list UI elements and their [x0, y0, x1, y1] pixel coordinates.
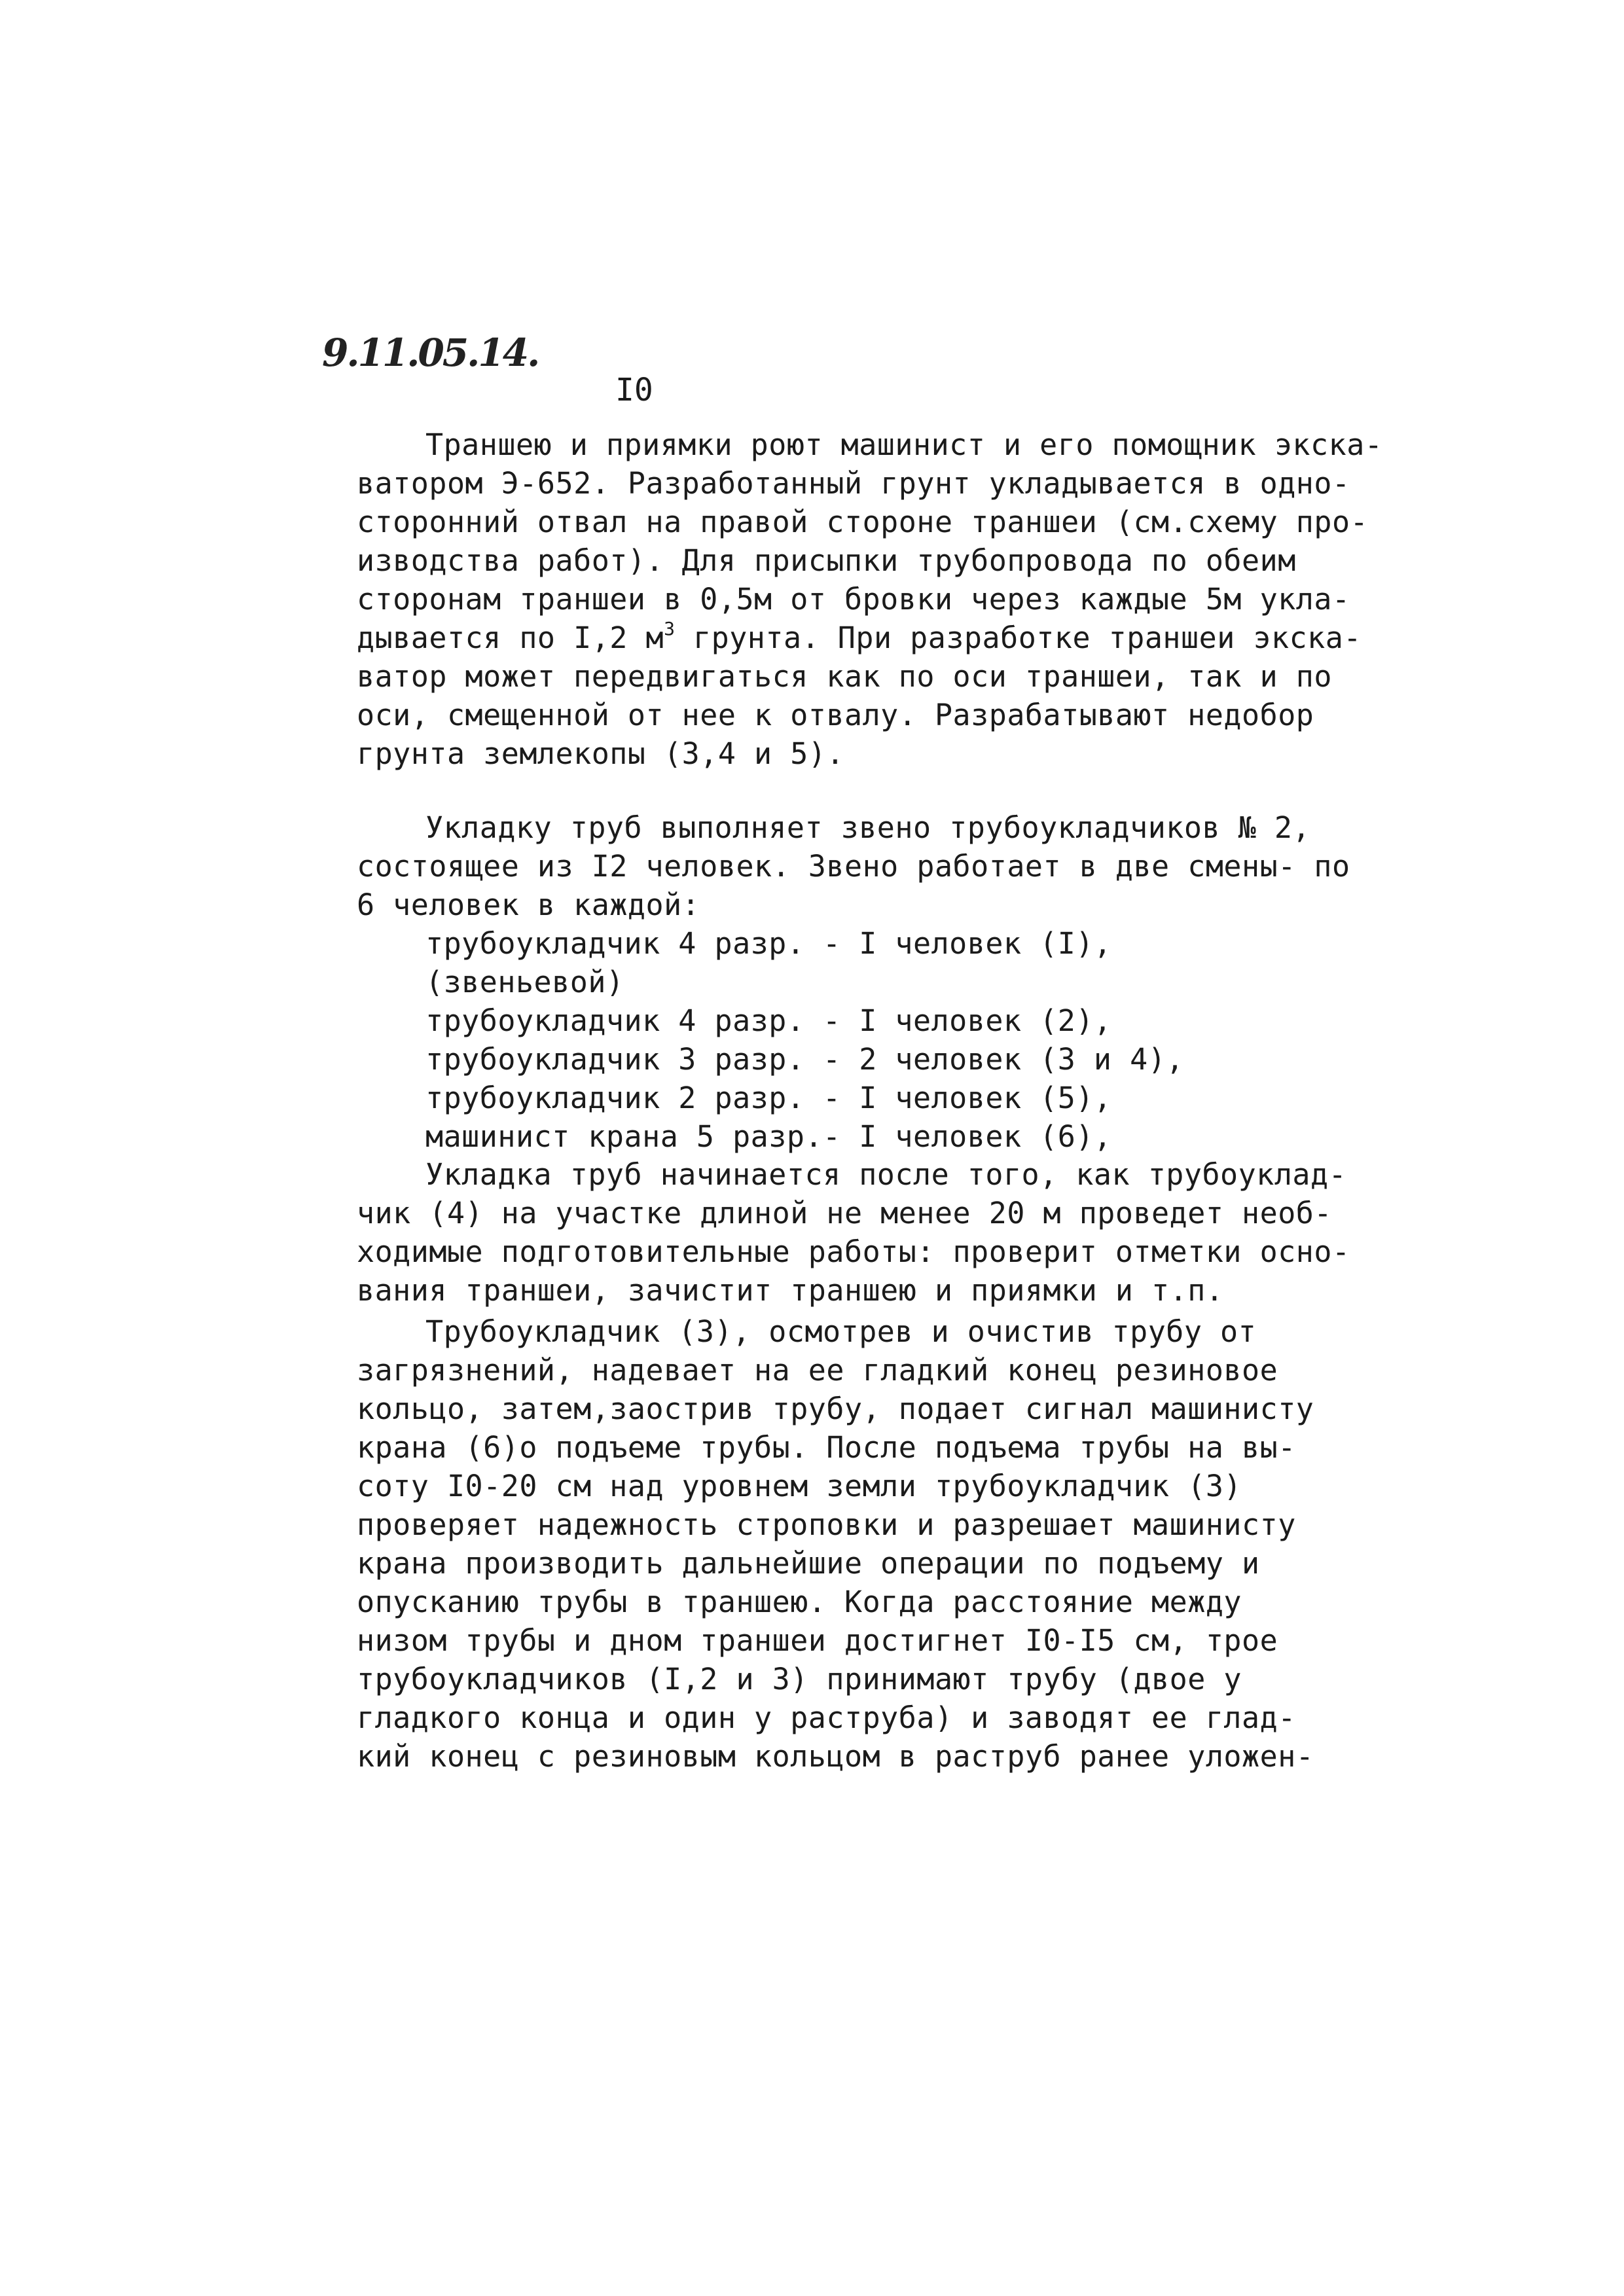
- paragraph-pipe-crew: [357, 808, 1350, 1156]
- text-line: ходимые подготовительные работы: проверит отметки осно-: [357, 1234, 1350, 1269]
- crew-list-item: трубоукладчик 4 разр. - I человек (I),: [425, 926, 1112, 961]
- text-line: опусканию трубы в траншею. Когда расстояние между: [357, 1585, 1242, 1619]
- text-line: сторонам траншеи в 0,5м от бровки через каждые 5м укла-: [357, 582, 1350, 617]
- text-fragment: дывается по I,2 м: [357, 620, 664, 655]
- text-line: крана (6)о подъеме трубы. После подъема трубы на вы-: [357, 1430, 1296, 1465]
- text-line: 6 человек в каждой:: [357, 888, 700, 922]
- text-line: соту I0-20 см над уровнем земли трубоукладчик (3): [357, 1469, 1242, 1503]
- text-line: оси, смещенной от нее к отвалу. Разрабатывают недобор: [357, 698, 1314, 732]
- text-line: ватор может передвигаться как по оси траншеи, так и по: [357, 659, 1332, 694]
- text-line: кольцо, затем,заострив трубу, подает сигнал машинисту: [357, 1391, 1314, 1426]
- crew-list-item: трубоукладчик 2 разр. - I человек (5),: [425, 1081, 1112, 1115]
- text-line: чик (4) на участке длиной не менее 20 м проведет необ-: [357, 1196, 1332, 1230]
- paragraph-trench-excavation: [357, 425, 1383, 773]
- text-line: состоящее из I2 человек. Звено работает в две смены- по: [357, 849, 1350, 884]
- paragraph-pipe-lifting: [357, 1312, 1314, 1776]
- text-line: проверяет надежность строповки и разрешает машинисту: [357, 1507, 1296, 1542]
- text-line: кий конец с резиновым кольцом в раструб ранее уложен-: [357, 1739, 1314, 1774]
- text-line: сторонний отвал на правой стороне траншеи (см.схему про-: [357, 505, 1369, 539]
- text-line: гладкого конца и один у раструба) и заводят ее глад-: [357, 1700, 1296, 1735]
- text-line: вания траншеи, зачистит траншею и приямки и т.п.: [357, 1273, 1224, 1308]
- paragraph-laying-start: [357, 1155, 1350, 1310]
- text-line: [357, 618, 1362, 657]
- crew-list-item: (звеньевой): [425, 965, 624, 999]
- text-line: изводства работ). Для присыпки трубопровода по обеим: [357, 543, 1296, 578]
- crew-list-item: трубоукладчик 3 разр. - 2 человек (3 и 4),: [425, 1042, 1184, 1077]
- crew-list-item: трубоукладчик 4 разр. - I человек (2),: [425, 1003, 1112, 1038]
- text-line: ватором Э-652. Разработанный грунт укладывается в одно-: [357, 466, 1350, 501]
- page-number: I0: [615, 372, 653, 408]
- text-line: крана производить дальнейшие операции по подъему и: [357, 1546, 1260, 1581]
- text-line: Траншею и приямки роют машинист и его помощник экска-: [425, 427, 1383, 462]
- text-line: Трубоукладчик (3), осмотрев и очистив трубу от: [425, 1314, 1257, 1349]
- text-line: Укладку труб выполняет звено трубоукладчиков № 2,: [425, 810, 1311, 845]
- superscript: 3: [664, 618, 676, 639]
- text-line: Укладка труб начинается после того, как трубоуклад-: [425, 1157, 1347, 1192]
- text-line: трубоукладчиков (I,2 и 3) принимают трубу (двое у: [357, 1662, 1242, 1696]
- text-line: грунта землекопы (3,4 и 5).: [357, 736, 844, 771]
- crew-list-item: машинист крана 5 разр.- I человек (6),: [425, 1119, 1112, 1154]
- text-fragment: грунта. При разработке траншеи экска-: [675, 620, 1362, 655]
- text-line: загрязнений, надевает на ее гладкий конец резиновое: [357, 1353, 1278, 1388]
- handwritten-document-code: 9.11.05.14.: [322, 331, 539, 375]
- text-line: низом трубы и дном траншеи достигнет I0-I5 см, трое: [357, 1623, 1278, 1658]
